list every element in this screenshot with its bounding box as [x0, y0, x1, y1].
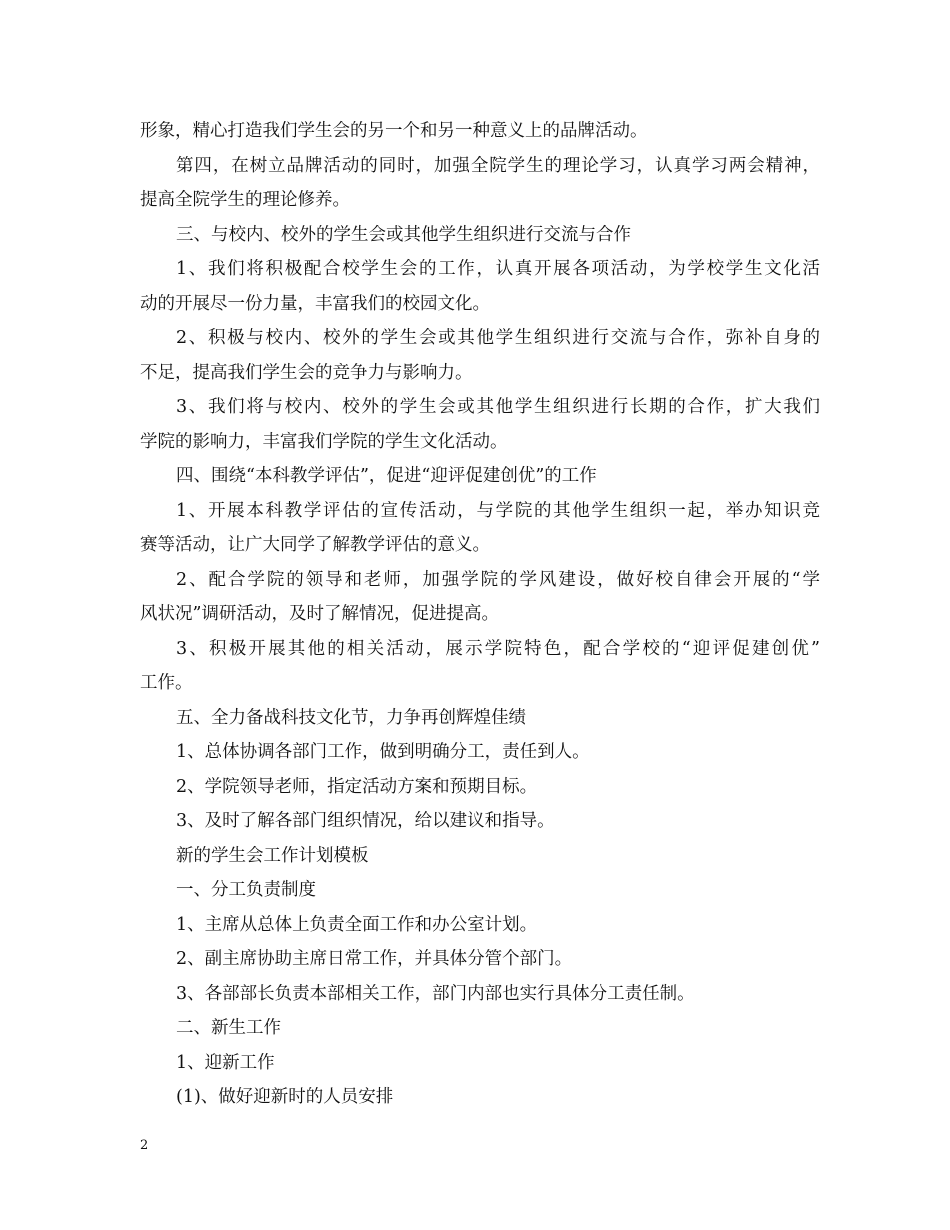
- text-line: 3、及时了解各部门组织情况，给以建议和指导。: [176, 811, 555, 831]
- text-line: 2、学院领导老师，指定活动方案和预期目标。: [176, 776, 538, 797]
- text-line: 3、各部部长负责本部相关工作，部门内部也实行具体分工责任制。: [176, 983, 695, 1004]
- text-line: 3、积极开展其他的相关活动，展示学院特色，配合学校的“迎评促建创优”: [176, 638, 820, 659]
- text-line: 1、我们将积极配合校学生会的工作，认真开展各项活动，为学校学生文化活: [176, 259, 820, 279]
- text-line: 新的学生会工作计划模板: [176, 845, 369, 866]
- text-line: 五、全力备战科技文化节，力争再创辉煌佳绩: [176, 707, 526, 728]
- text-line: 风状况”调研活动，及时了解情况，促进提高。: [140, 604, 499, 624]
- text-line: 第四，在树立品牌活动的同时，加强全院学生的理论学习，认真学习两会精神，: [176, 155, 820, 176]
- text-line: 2、积极与校内、校外的学生会或其他学生组织进行交流与合作，弥补自身的: [176, 328, 820, 348]
- page-number: 2: [140, 1138, 149, 1153]
- text-line: 2、配合学院的领导和老师，加强学院的学风建设，做好校自律会开展的“学: [176, 569, 820, 590]
- text-line: 1、总体协调各部门工作，做到明确分工，责任到人。: [176, 742, 590, 762]
- text-line: 1、迎新工作: [176, 1052, 275, 1073]
- document-body: [140, 114, 820, 1115]
- text-line: 1、主席从总体上负责全面工作和办公室计划。: [176, 914, 538, 935]
- text-line: 2、副主席协助主席日常工作，并具体分管个部门。: [176, 949, 573, 969]
- text-line: 形象，精心打造我们学生会的另一个和另一种意义上的品牌活动。: [140, 121, 648, 141]
- text-line: 赛等活动，让广大同学了解教学评估的意义。: [140, 535, 490, 555]
- text-line: 学院的影响力，丰富我们学院的学生文化活动。: [140, 431, 508, 452]
- text-line: 3、我们将与校内、校外的学生会或其他学生组织进行长期的合作，扩大我们: [176, 397, 820, 417]
- text-line: 动的开展尽一份力量，丰富我们的校园文化。: [140, 293, 490, 314]
- text-line: 一、分工负责制度: [176, 880, 316, 900]
- text-line: 二、新生工作: [176, 1018, 281, 1038]
- text-line: 工作。: [140, 673, 193, 693]
- text-line: (1)、做好迎新时的人员安排: [176, 1087, 394, 1107]
- text-line: 1、开展本科教学评估的宣传活动，与学院的其他学生组织一起，举办知识竞: [176, 500, 820, 521]
- text-line: 三、与校内、校外的学生会或其他学生组织进行交流与合作: [176, 224, 631, 245]
- text-line: 四、围绕“本科教学评估”，促进“迎评促建创优”的工作: [176, 466, 597, 486]
- text-line: 不足，提高我们学生会的竞争力与影响力。: [140, 362, 473, 383]
- text-line: 提高全院学生的理论修养。: [140, 190, 350, 210]
